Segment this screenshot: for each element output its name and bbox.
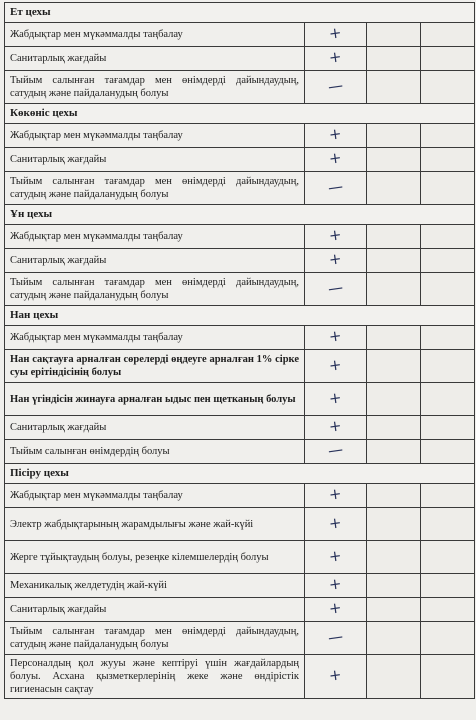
plus-mark: + [327,148,343,168]
empty-cell [367,508,421,541]
dash-mark: — [326,176,345,197]
empty-cell [421,326,475,350]
empty-cell [421,225,475,249]
checklist-row [5,655,475,699]
mark-cell [305,71,367,104]
checklist-table [4,2,475,699]
section-title: Көкөніс цехы [5,104,475,124]
empty-cell [421,71,475,104]
mark-cell [305,172,367,205]
requirement-text: Электр жабдықтарының жарамдылығы және жай-күйі [5,508,305,541]
checklist-row [5,71,475,104]
requirement-text: Тыйым салынған өнімдердің болуы [5,440,305,464]
plus-mark: + [327,545,343,566]
empty-cell [421,416,475,440]
mark-cell [305,23,367,47]
plus-mark: + [327,574,343,594]
requirement-text: Жабдықтар мен мүкәммалды таңбалау [5,23,305,47]
empty-cell [367,124,421,148]
section-title: Пісіру цехы [5,464,475,484]
empty-cell [367,47,421,71]
checklist-row [5,124,475,148]
mark-cell [305,484,367,508]
plus-mark: + [327,225,343,245]
empty-cell [421,508,475,541]
checklist-row [5,249,475,273]
checklist-row [5,47,475,71]
empty-cell [367,541,421,574]
empty-cell [421,124,475,148]
checklist-row [5,508,475,541]
mark-cell [305,148,367,172]
requirement-text: Нан сақтауға арналған сөрелерді өңдеуге арналған 1% сірке суы ерітіндісінің болуы [5,350,305,383]
plus-mark: + [327,326,343,346]
mark-cell [305,350,367,383]
requirement-text: Жабдықтар мен мүкәммалды таңбалау [5,124,305,148]
section-header-row [5,464,475,484]
checklist-row [5,148,475,172]
requirement-text: Санитарлық жағдайы [5,148,305,172]
checklist-row [5,172,475,205]
requirement-text: Жабдықтар мен мүкәммалды таңбалау [5,326,305,350]
mark-cell [305,622,367,655]
empty-cell [421,574,475,598]
empty-cell [421,383,475,416]
requirement-text: Санитарлық жағдайы [5,249,305,273]
empty-cell [421,484,475,508]
mark-cell [305,655,367,699]
plus-mark: + [327,512,343,533]
empty-cell [367,172,421,205]
empty-cell [367,598,421,622]
requirement-text: Тыйым салынған тағамдар мен өнімдерді дайындаудың, сатудың және пайдаланудың болуы [5,172,305,205]
plus-mark: + [327,249,343,269]
mark-cell [305,326,367,350]
requirement-text: Персоналдың қол жууы және кептіруі үшін жағдайлардың болуы. Асхана қызметкерлерінің жеке және өндірістік гигиенасын сақтау [5,655,305,699]
plus-mark: + [327,387,343,408]
requirement-text: Механикалық желдетудің жай-күйі [5,574,305,598]
section-header-row [5,306,475,326]
empty-cell [421,598,475,622]
empty-cell [421,273,475,306]
plus-mark: + [327,23,343,43]
empty-cell [367,225,421,249]
empty-cell [367,484,421,508]
plus-mark: + [327,484,343,504]
plus-mark: + [327,416,343,436]
checklist-row [5,416,475,440]
mark-cell [305,541,367,574]
empty-cell [421,47,475,71]
checklist-row [5,622,475,655]
requirement-text: Тыйым салынған тағамдар мен өнімдерді дайындаудың, сатудың және пайдаланудың болуы [5,622,305,655]
empty-cell [367,622,421,655]
empty-cell [367,326,421,350]
empty-cell [421,148,475,172]
requirement-text: Санитарлық жағдайы [5,598,305,622]
requirement-text: Жерге тұйықтаудың болуы, резеңке кілемшелердің болуы [5,541,305,574]
mark-cell [305,47,367,71]
plus-mark: + [327,354,343,375]
checklist-row [5,440,475,464]
empty-cell [367,249,421,273]
requirement-text: Жабдықтар мен мүкәммалды таңбалау [5,484,305,508]
checklist-row [5,484,475,508]
dash-mark: — [326,75,345,96]
mark-cell [305,225,367,249]
dash-mark: — [326,440,345,460]
plus-mark: + [327,124,343,144]
empty-cell [367,350,421,383]
checklist-row [5,326,475,350]
mark-cell [305,124,367,148]
mark-cell [305,574,367,598]
mark-cell [305,249,367,273]
mark-cell [305,440,367,464]
requirement-text: Жабдықтар мен мүкәммалды таңбалау [5,225,305,249]
checklist-row [5,225,475,249]
checklist-row [5,23,475,47]
requirement-text: Нан үгіндісін жинауға арналған ыдыс пен щетканың болуы [5,383,305,416]
empty-cell [367,23,421,47]
empty-cell [421,350,475,383]
checklist-row [5,273,475,306]
plus-mark: + [327,598,343,618]
requirement-text: Тыйым салынған тағамдар мен өнімдерді дайындаудың, сатудың және пайдаланудың болуы [5,71,305,104]
plus-mark: + [327,665,343,685]
dash-mark: — [326,277,345,298]
section-title: Нан цехы [5,306,475,326]
mark-cell [305,416,367,440]
empty-cell [367,383,421,416]
mark-cell [305,273,367,306]
checklist-row [5,383,475,416]
requirement-text: Санитарлық жағдайы [5,416,305,440]
empty-cell [367,416,421,440]
empty-cell [421,23,475,47]
section-title: Ұн цехы [5,205,475,225]
empty-cell [367,655,421,699]
empty-cell [421,249,475,273]
empty-cell [421,541,475,574]
empty-cell [367,148,421,172]
plus-mark: + [327,47,343,67]
empty-cell [367,574,421,598]
requirement-text: Тыйым салынған тағамдар мен өнімдерді дайындаудың, сатудың және пайдаланудың болуы [5,273,305,306]
mark-cell [305,508,367,541]
section-title: Ет цехы [5,3,475,23]
empty-cell [367,71,421,104]
dash-mark: — [326,626,345,647]
checklist-row [5,541,475,574]
checklist-row [5,598,475,622]
empty-cell [421,172,475,205]
mark-cell [305,383,367,416]
mark-cell [305,598,367,622]
section-header-row [5,104,475,124]
checklist-row [5,574,475,598]
empty-cell [421,622,475,655]
empty-cell [421,440,475,464]
checklist-row [5,350,475,383]
empty-cell [367,273,421,306]
section-header-row [5,205,475,225]
section-header-row [5,3,475,23]
empty-cell [367,440,421,464]
requirement-text: Санитарлық жағдайы [5,47,305,71]
empty-cell [421,655,475,699]
